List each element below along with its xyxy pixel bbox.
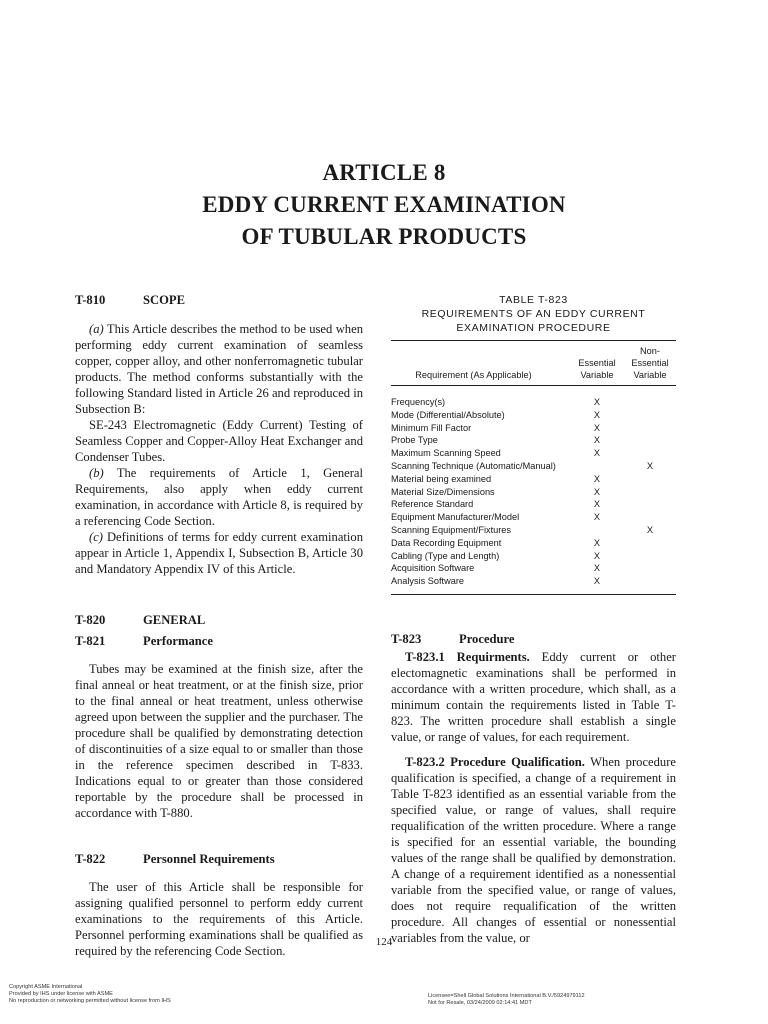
nonessential-cell [624,486,676,499]
footer-line: Licensee=Shell Global Solutions International B.V./5924979112 [428,993,585,999]
scope-paragraph-c [75,529,363,577]
requirement-cell: Scanning Equipment/Fixtures [391,524,512,535]
article-title-line-1: EDDY CURRENT EXAMINATION [202,192,566,217]
essential-cell: X [593,512,601,523]
section-number: T-810 [75,293,106,307]
nonessential-cell [624,422,676,435]
table-number: TABLE T-823 [499,294,568,306]
scope-paragraph-a [75,321,363,417]
nonessential-cell [624,511,676,524]
nonessential-cell [624,562,676,575]
requirement-cell: Acquisition Software [391,563,475,574]
section-heading-t822 [75,851,363,867]
section-label: GENERAL [143,613,206,627]
section-number: T-821 [75,634,106,648]
license-footer [428,993,585,1007]
essential-cell: X [593,397,601,407]
section-label: SCOPE [143,293,185,307]
nonessential-cell: X [646,460,654,471]
article-title-line-2: OF TUBULAR PRODUCTS [241,224,527,249]
requirement-cell: Analysis Software [391,576,465,587]
section-number: T-820 [75,613,106,627]
right-column [391,631,676,946]
requirements-paragraph [391,649,676,745]
paragraph-heading: T-823.1 Requirments. [405,650,530,664]
essential-cell: X [593,473,601,484]
table-row [391,409,676,422]
table-row [391,486,676,499]
nonessential-cell [624,575,676,588]
table-row [391,511,676,524]
essential-cell: X [593,537,601,548]
table-t823 [391,293,676,595]
essential-cell: X [593,422,601,433]
personnel-paragraph: The user of this Article shall be responsible for assigning qualified personnel to perform eddy current examinations to the requirements of this Article. Personnel performing examinations shall be qualified as required by the referencing Code Section. [75,880,363,958]
table-row [391,524,676,537]
essential-cell: X [593,486,601,497]
column-header-requirement: Requirement (As Applicable) [415,370,532,380]
requirement-cell: Material Size/Dimensions [391,486,495,497]
footer-line: No reproduction or networking permitted without license from IHS [9,998,171,1004]
requirement-cell: Data Recording Equipment [391,537,502,548]
article-number: ARTICLE 8 [322,160,446,185]
requirement-cell: Cabling (Type and Length) [391,550,500,561]
requirement-cell: Maximum Scanning Speed [391,448,501,459]
footer-line: Not for Resale, 03/24/2009 02:14:41 MDT [428,1000,532,1006]
nonessential-cell: X [646,524,654,535]
table-body [391,386,676,594]
footer-line: Copyright ASME International [9,984,83,990]
table-row [391,575,676,588]
nonessential-cell [624,498,676,511]
paragraph-tag: (a) [89,322,104,336]
nonessential-cell [624,396,676,409]
article-title [0,157,768,253]
paragraph-tag: (b) [89,466,104,480]
header-line: Variable [580,370,614,380]
requirement-cell: Reference Standard [391,499,474,510]
table-row [391,447,676,460]
essential-cell: X [593,550,601,561]
section-number: T-823 [391,632,422,646]
nonessential-cell [624,434,676,447]
table-row [391,473,676,486]
essential-cell: X [593,409,601,420]
table-row [391,434,676,447]
paragraph-tag: (c) [89,530,103,544]
table-row [391,562,676,575]
essential-cell: X [593,576,601,587]
requirement-cell: Probe Type [391,435,438,446]
essential-cell [570,460,624,473]
paragraph-text: Eddy current or other electomagnetic examinations shall be performed in accordance with a written procedure, which shall, as a minimum contain the requirements listed in Table T-823. The written procedure shall establish a single value, or range of values, for each requirement. [391,650,676,744]
footer-line: Provided by IHS under license with ASME [9,991,113,997]
nonessential-cell [624,409,676,422]
section-heading-t823 [391,631,676,647]
section-heading-t810 [75,292,363,308]
nonessential-cell [624,550,676,563]
column-header-nonessential [624,345,676,381]
table-row [391,537,676,550]
paragraph-heading: T-823.2 Procedure Qualification. [405,755,585,769]
paragraph-text: When procedure qualification is specified, a change of a requirement in Table T-823 identified as an essential variable from the specified value, or range of values, shall require requalification of the written procedure. Where a range is specified for an essential variable, the bounding values of the range shall be qualified by demonstration. A change of a requirement identified as a nonessential variable from the specified value, or range of values, does not require requalification of the written procedure. All changes of essential or nonessential variables from the value, or [391,755,676,945]
table-row [391,396,676,409]
header-line: Essential [578,358,616,368]
essential-cell: X [593,435,601,446]
table-title-line-2: EXAMINATION PROCEDURE [456,322,611,334]
paragraph-text: This Article describes the method to be used when performing eddy current examination of seamless copper, copper alloy, and other nonferromagnetic tubular products. The method conforms substantially with the following Standard listed in Article 26 and reproduced in Subsection B: [75,322,363,416]
header-line: Essential [631,358,669,368]
header-line: Non- [640,346,660,356]
essential-cell [570,524,624,537]
column-header-essential [570,357,624,381]
performance-paragraph: Tubes may be examined at the finish size, after the final anneal or heat treatment, or at the finish size, prior to the final anneal or heat treatment, unless otherwise agreed upon between the supplier and the purchaser. The procedure shall be qualified by demonstrating detection of discontinuities of a size equal to or smaller than those in the reference specimen described in T-833. Indications equal to or greater than those considered reportable by the procedure shall be processed in accordance with T-880. [75,662,363,820]
table-title-line-1: REQUIREMENTS OF AN EDDY CURRENT [421,308,646,320]
scope-paragraph-b [75,465,363,529]
requirement-cell: Material being examined [391,473,492,484]
requirement-cell: Minimum Fill Factor [391,422,472,433]
section-label: Performance [143,634,213,648]
paragraph-text: The requirements of Article 1, General Requirements, also apply when eddy current examination, in accordance with Article 8, is required by a referencing Code Section. [75,466,363,528]
section-heading-t821 [75,633,363,649]
section-label: Personnel Requirements [143,852,275,866]
page-number: 124 [375,936,393,948]
requirement-cell: Scanning Technique (Automatic/Manual) [391,460,556,471]
scope-se243: SE-243 Electromagnetic (Eddy Current) Testing of Seamless Copper and Copper-Alloy Heat Exchanger and Condenser Tubes. [75,418,363,464]
paragraph-text: Definitions of terms for eddy current examination appear in Article 1, Appendix I, Subsection B, Article 30 and Mandatory Appendix IV of this Article. [75,530,363,576]
essential-cell: X [593,499,601,510]
table-row [391,550,676,563]
nonessential-cell [624,537,676,550]
requirement-cell: Frequency(s) [391,397,446,407]
copyright-footer [9,984,171,1005]
requirement-cell: Mode (Differential/Absolute) [391,409,505,420]
nonessential-cell [624,447,676,460]
section-number: T-822 [75,852,106,866]
table-row [391,498,676,511]
essential-cell: X [593,448,601,459]
section-label: Procedure [459,632,515,646]
table-header-row [391,341,676,386]
nonessential-cell [624,473,676,486]
table-row [391,460,676,473]
header-line: Variable [633,370,667,380]
essential-cell: X [593,563,601,574]
section-heading-t820 [75,612,363,628]
left-column [75,292,363,959]
table-row [391,422,676,435]
qualification-paragraph [391,754,676,946]
requirement-cell: Equipment Manufacturer/Model [391,512,520,523]
requirements-table [391,340,676,595]
